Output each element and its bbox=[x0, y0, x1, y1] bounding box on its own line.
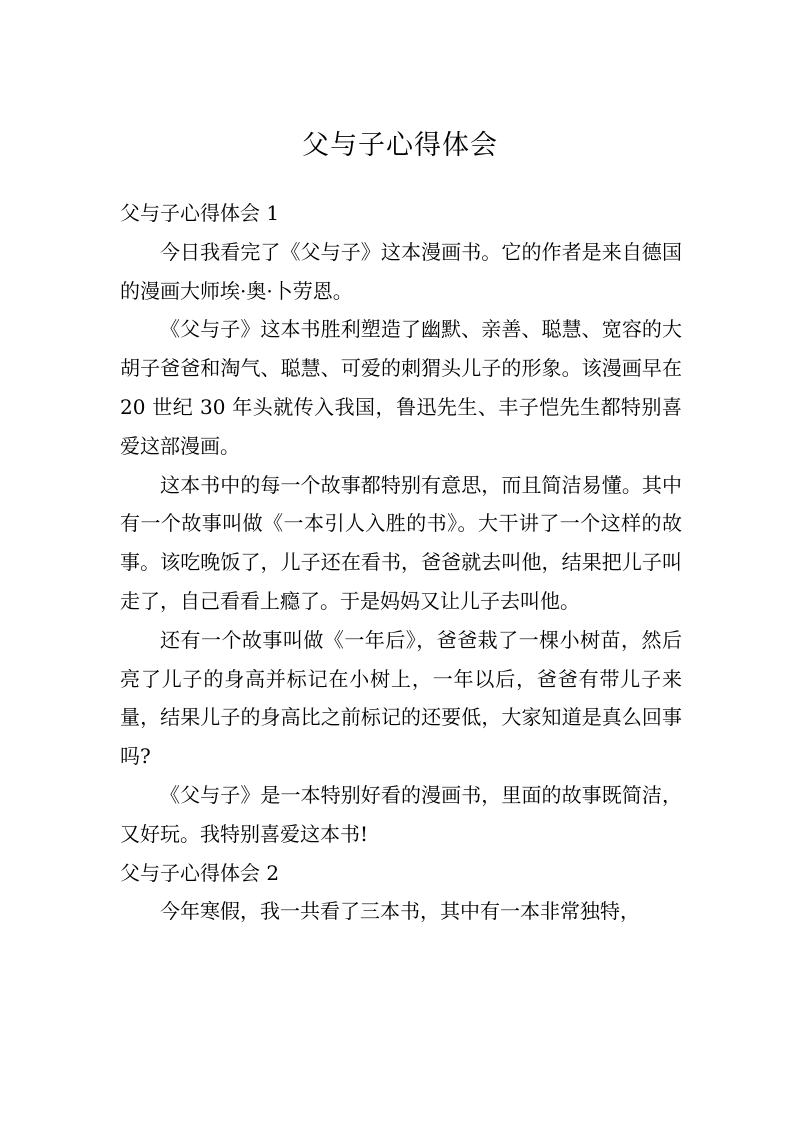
paragraph: 这本书中的每一个故事都特别有意思，而且简洁易懂。其中有一个故事叫做《一本引人入胜的书》。大干讲了一个这样的故事。该吃晚饭了，儿子还在看书，爸爸就去叫他，结果把儿子叫走了，自己看看上瘾了。于是妈妈又让儿子去叫他。 bbox=[120, 472, 682, 613]
paragraph: 还有一个故事叫做《一年后》，爸爸栽了一棵小树苗，然后亮了儿子的身高并标记在小树上，一年以后，爸爸有带儿子来量，结果儿子的身高比之前标记的还要低，大家知道是真么回事吗? bbox=[120, 627, 682, 769]
paragraph: 《父与子》这本书胜利塑造了幽默、亲善、聪慧、宽容的大胡子爸爸和淘气、聪慧、可爱的刺猬头儿子的形象。该漫画早在 20 世纪 30 年头就传入我国，鲁迅先生、丰子恺先生都特别喜爱这部漫画。 bbox=[120, 317, 682, 458]
paragraph: 今日我看完了《父与子》这本漫画书。它的作者是来自德国的漫画大师埃·奥·卜劳恩。 bbox=[120, 239, 682, 303]
section-2 bbox=[120, 854, 682, 932]
paragraph: 今年寒假，我一共看了三本书，其中有一本非常独特， bbox=[160, 899, 640, 924]
paragraph: 《父与子》是一本特别好看的漫画书，里面的故事既简洁，又好玩。我特别喜爱这本书! bbox=[120, 782, 682, 846]
document-body bbox=[120, 194, 682, 931]
section-1 bbox=[120, 194, 682, 854]
section-heading: 父与子心得体会 1 bbox=[120, 201, 280, 225]
document-title: 父与子心得体会 bbox=[302, 130, 498, 161]
section-heading: 父与子心得体会 2 bbox=[120, 860, 280, 885]
